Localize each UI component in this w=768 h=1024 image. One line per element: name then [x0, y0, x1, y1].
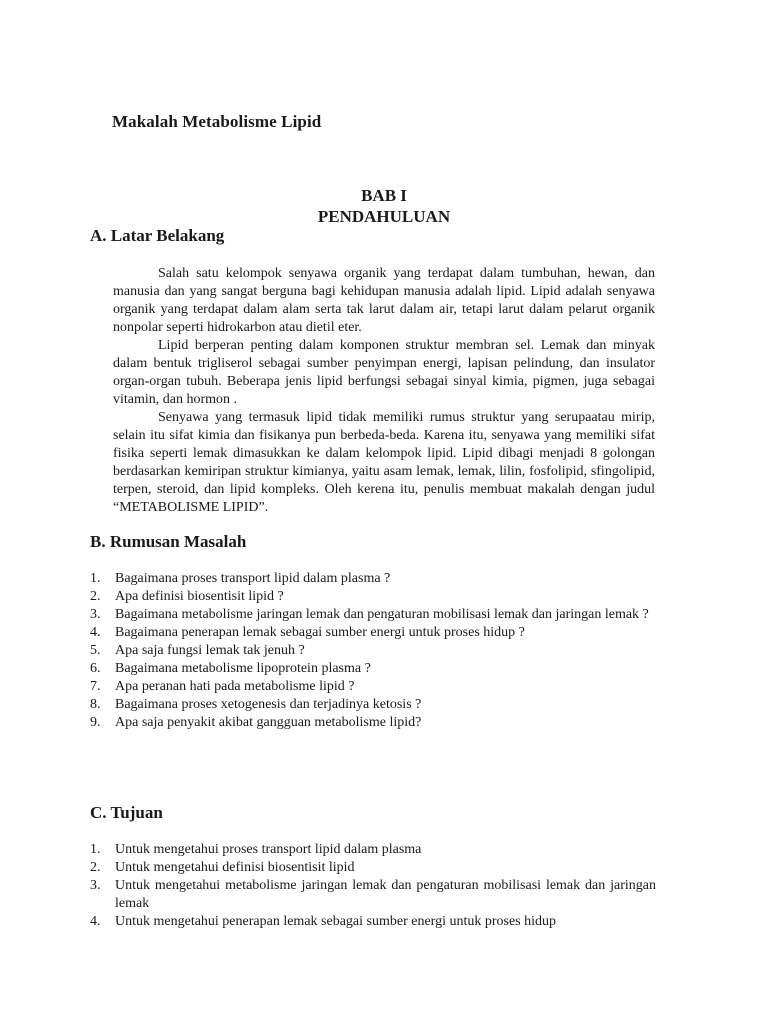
- chapter-title: PENDAHULUAN: [317, 207, 451, 226]
- list-item: [90, 606, 656, 624]
- paragraph: Lipid berperan penting dalam komponen struktur membran sel. Lemak dan minyak dalam bentuk trigliserol sebagai sumber penyimpan energi, lapisan pelindung, dan insulator organ-organ tubuh. Beberapa jenis lipid berfungsi sebagai sinyal kimia, pigmen, juga sebagai vitamin, dan hormon .: [113, 338, 655, 407]
- paragraph: Senyawa yang termasuk lipid tidak memiliki rumus struktur yang serupaatau mirip, selain itu sifat kimia dan fisikanya pun berbeda-beda. Karena itu, senyawa yang memiliki sifat fisika seperti lemak dimasukkan ke dalam kelompok lipid. Lipid dibagi menjadi 8 golongan berdasarkan kemiripan struktur kimianya, yaitu asam lemak, lemak, lilin, fosfolipid, sfingolipid, terpen, steroid, dan lipid kompleks. Oleh kerena itu, penulis membuat makalah dengan judul “METABOLISME LIPID”.: [113, 410, 655, 515]
- list-text: Apa saja penyakit akibat gangguan metabolisme lipid?: [115, 715, 422, 730]
- list-number: 5.: [90, 643, 101, 658]
- list-text: Apa peranan hati pada metabolisme lipid ?: [115, 679, 355, 694]
- list-number: 3.: [90, 878, 101, 893]
- section-heading-rumusan-masalah: B. Rumusan Masalah: [90, 532, 247, 551]
- chapter-number: BAB I: [361, 186, 407, 205]
- list-item: [90, 678, 656, 696]
- paragraph: Salah satu kelompok senyawa organik yang terdapat dalam tumbuhan, hewan, dan manusia dan yang sangat berguna bagi kehidupan manusia adalah lipid. Lipid adalah senyawa organik yang terdapat dalam alam serta tak larut dalam air, tetapi larut dalam pelarut organik nonpolar seperti hidrokarbon atau dietil eter.: [113, 266, 655, 335]
- section-heading-tujuan: C. Tujuan: [90, 803, 163, 822]
- list-number: 8.: [90, 697, 101, 712]
- list-text: Bagaimana proses transport lipid dalam plasma ?: [115, 571, 391, 586]
- list-number: 7.: [90, 679, 101, 694]
- list-text: Bagaimana metabolisme lipoprotein plasma ?: [115, 661, 371, 676]
- list-item: [90, 696, 656, 714]
- list-number: 1.: [90, 842, 101, 857]
- document-title: Makalah Metabolisme Lipid: [112, 112, 322, 131]
- list-item: [90, 877, 656, 913]
- list-number: 9.: [90, 715, 101, 730]
- list-item: [90, 570, 656, 588]
- list-text: Bagaimana penerapan lemak sebagai sumber energi untuk proses hidup ?: [115, 625, 525, 640]
- list-item: [90, 714, 656, 732]
- list-text: Untuk mengetahui proses transport lipid dalam plasma: [115, 842, 422, 857]
- tujuan-list: [90, 841, 656, 931]
- section-heading-latar-belakang: A. Latar Belakang: [90, 226, 225, 245]
- list-item: [90, 913, 656, 931]
- list-item: [90, 588, 656, 606]
- list-text: Bagaimana metabolisme jaringan lemak dan pengaturan mobilisasi lemak dan jaringan lemak ?: [115, 607, 649, 622]
- list-number: 4.: [90, 625, 101, 640]
- list-number: 1.: [90, 571, 101, 586]
- list-item: [90, 642, 656, 660]
- list-text: Apa definisi biosentisit lipid ?: [115, 589, 284, 604]
- list-number: 2.: [90, 860, 101, 875]
- list-text: Apa saja fungsi lemak tak jenuh ?: [115, 643, 305, 658]
- list-text: Untuk mengetahui definisi biosentisit lipid: [115, 860, 355, 875]
- list-number: 4.: [90, 914, 101, 929]
- list-item: [90, 841, 656, 859]
- list-item: [90, 660, 656, 678]
- rumusan-list: [90, 570, 656, 732]
- list-text: Bagaimana proses xetogenesis dan terjadinya ketosis ?: [115, 697, 422, 712]
- list-number: 3.: [90, 607, 101, 622]
- list-item: [90, 859, 656, 877]
- list-text: Untuk mengetahui penerapan lemak sebagai sumber energi untuk proses hidup: [115, 914, 557, 929]
- list-number: 6.: [90, 661, 101, 676]
- list-text: Untuk mengetahui metabolisme jaringan lemak dan pengaturan mobilisasi lemak dan jaringan lemak: [115, 878, 656, 911]
- list-number: 2.: [90, 589, 101, 604]
- list-item: [90, 624, 656, 642]
